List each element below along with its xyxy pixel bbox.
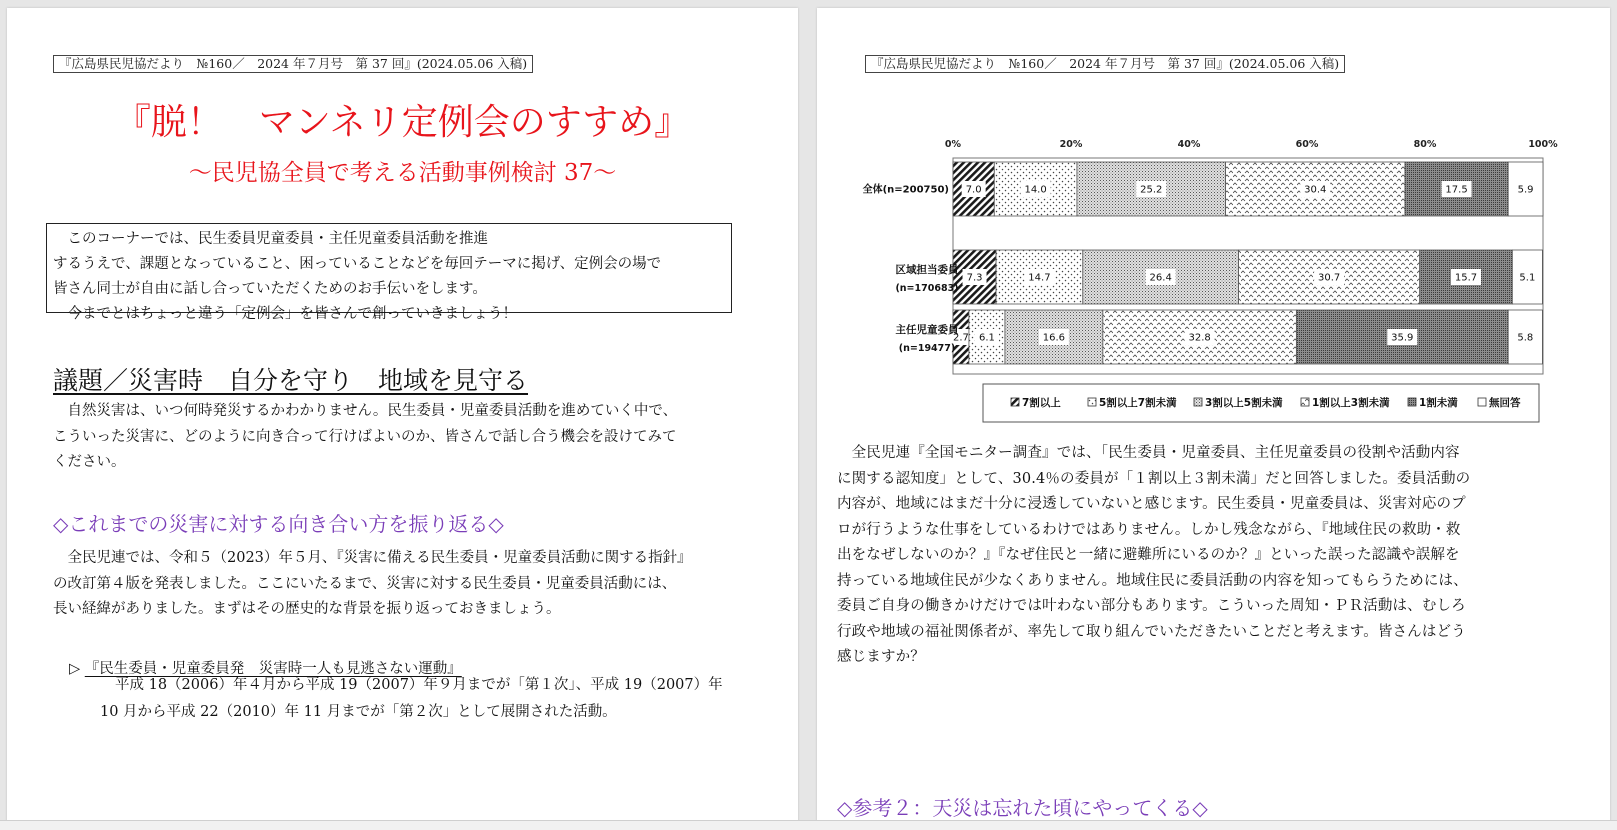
data-label: 5.9 <box>1517 184 1534 196</box>
data-label: 6.1 <box>978 332 995 344</box>
data-label: 35.9 <box>1391 332 1414 344</box>
topic-heading: 議題／災害時 自分を守り 地域を見守る <box>53 366 529 395</box>
page-header-box: 『広島県民児協だより №160／ 2024 年７月号 第 37 回』(2024.05.06 入稿) <box>865 55 1345 73</box>
legend-swatch <box>1194 398 1202 406</box>
data-label: 7.3 <box>966 272 983 284</box>
legend-label: 7割以上 <box>1022 397 1061 409</box>
legend-label: 5割以上7割未満 <box>1099 397 1177 409</box>
data-label: 16.6 <box>1042 332 1066 344</box>
reference-heading: ◇参考２：天災は忘れた頃にやってくる◇ <box>837 796 1208 820</box>
category-label: 全体(n=200750) <box>862 184 949 196</box>
x-tick-label: 0% <box>944 139 962 150</box>
awareness-chart <box>857 126 1558 426</box>
legend-swatch <box>1011 398 1019 406</box>
intro-line: 今までとはちょっと違う「定例会」を皆さんで創っていきましょう！ <box>53 306 517 322</box>
data-label: 15.7 <box>1454 272 1478 284</box>
paragraph-line: 持っている地域住民が少なくありません。地域住民に委員活動の内容を知ってもらうためには、 <box>837 572 1468 589</box>
paragraph-line: 感じますか？ <box>837 649 925 665</box>
legend-label: 3割以上5割未満 <box>1205 397 1283 409</box>
legend-label: 無回答 <box>1489 397 1521 409</box>
document-page-left <box>7 8 798 827</box>
x-tick-label: 100% <box>1528 139 1558 150</box>
intro-box <box>46 223 732 322</box>
legend-swatch <box>1088 398 1096 406</box>
data-label: 25.2 <box>1140 184 1163 196</box>
paragraph-line: の改訂第４版を発表しました。ここにいたるまで、災害に対する民生委員・児童委員活動には、 <box>53 575 677 592</box>
data-label: 5.8 <box>1517 332 1534 344</box>
stacked-bar-chart <box>857 126 1558 426</box>
sub-heading-text: 『民生委員・児童委員発 災害時一人も見逃さない運動』 <box>84 661 462 677</box>
intro-line: このコーナーでは、民生委員児童委員・主任児童委員活動を推進 <box>53 231 488 247</box>
legend-label: 1割以上3割未満 <box>1312 397 1390 409</box>
sub-description-line: 10 月から平成 22（2010）年 11 月までが「第２次」として展開された活動。 <box>100 704 617 720</box>
document-subtitle: ～民児協全員で考える活動事例検討 37～ <box>188 160 617 186</box>
data-label: 26.4 <box>1149 272 1172 284</box>
page-header-box: 『広島県民児協だより №160／ 2024 年７月号 第 37 回』(2024.05.06 入稿) <box>53 55 533 73</box>
legend-swatch <box>1478 398 1486 406</box>
paragraph-line: 内容が、地域にはまだ十分に浸透していないと感じます。民生委員・児童委員は、災害対応のプ <box>837 496 1466 512</box>
sub-description <box>100 672 723 726</box>
category-sublabel: (n=19477) <box>898 343 956 354</box>
data-label: 30.7 <box>1317 272 1341 284</box>
document-title: 『脱！ マンネリ定例会のすすめ』 <box>114 102 691 143</box>
section-paragraph <box>53 546 692 623</box>
data-label: 14.0 <box>1024 184 1047 196</box>
intro-line: するうえで、課題となっていること、困っていることなどを毎回テーマに掲げ、定例会の場で <box>53 256 662 272</box>
legend-swatch <box>1408 398 1416 406</box>
paragraph-line: ロが行うような仕事をしているわけではありません。しかし残念ながら、『地域住民の救助・救 <box>837 521 1461 538</box>
x-tick-label: 20% <box>1059 139 1083 150</box>
paragraph-line: 全民児連では、令和５（2023）年５月、『災害に備える民生委員・児童委員活動に関する指針』 <box>53 550 692 566</box>
category-sublabel: (n=170683) <box>895 283 959 294</box>
triangle-marker-icon: ▷ <box>69 661 81 677</box>
status-bar <box>0 820 1617 830</box>
section-heading: ◇これまでの災害に対する向き合い方を振り返る◇ <box>53 512 504 536</box>
topic-paragraph <box>53 399 677 476</box>
x-tick-label: 80% <box>1413 139 1437 150</box>
paragraph-line: こういった災害に、どのように向き合って行けばよいのか、皆さんで話し合う機会を設けてみて <box>53 428 677 445</box>
paragraph-line: 全民児連『全国モニター調査』では、「民生委員・児童委員、主任児童委員の役割や活動内容 <box>837 445 1460 461</box>
paragraph-line: 行政や地域の福祉関係者が、率先して取り組んでいただきたいことだと考えます。皆さんはどう <box>837 623 1466 640</box>
data-label: 7.0 <box>965 184 982 196</box>
paragraph-line: に関する認知度」として、30.4％の委員が「１割以上３割未満」だと回答しました。委員活動の <box>837 470 1471 487</box>
data-label: 2.7 <box>953 332 969 344</box>
document-page-right <box>817 8 1610 827</box>
x-tick-label: 40% <box>1177 139 1201 150</box>
category-label: 主任児童委員 <box>895 324 959 336</box>
paragraph-line: 委員ご自身の働きかけだけでは叶わない部分もあります。こういった周知・ＰＲ活動は、むしろ <box>837 598 1466 614</box>
data-label: 32.8 <box>1188 332 1211 344</box>
right-paragraph <box>837 441 1470 671</box>
legend-swatch <box>1301 398 1309 406</box>
intro-line: 皆さん同士が自由に話し合っていただくためのお手伝いをします。 <box>53 281 487 297</box>
data-label: 5.1 <box>1519 272 1536 284</box>
data-label: 17.5 <box>1445 184 1468 196</box>
paragraph-line: 長い経緯がありました。まずはその歴史的な背景を振り返っておきましょう。 <box>53 601 561 617</box>
sub-description-line: 平成 18（2006）年４月から平成 19（2007）年９月までが「第１次」、平成 19（2007）年 <box>115 677 723 693</box>
x-tick-label: 60% <box>1295 139 1319 150</box>
category-label: 区域担当委員 <box>895 264 959 276</box>
paragraph-line: 自然災害は、いつ何時発災するかわかりません。民生委員・児童委員活動を進めていく中で、 <box>53 403 678 419</box>
data-label: 30.4 <box>1304 184 1327 196</box>
paragraph-line: 出をなぜしないのか？』『なぜ住民と一緒に避難所にいるのか？』といった誤った認識や誤解を <box>837 547 1460 563</box>
data-label: 14.7 <box>1028 272 1051 284</box>
paragraph-line: ください。 <box>53 454 126 470</box>
legend-label: 1割未満 <box>1419 397 1458 409</box>
